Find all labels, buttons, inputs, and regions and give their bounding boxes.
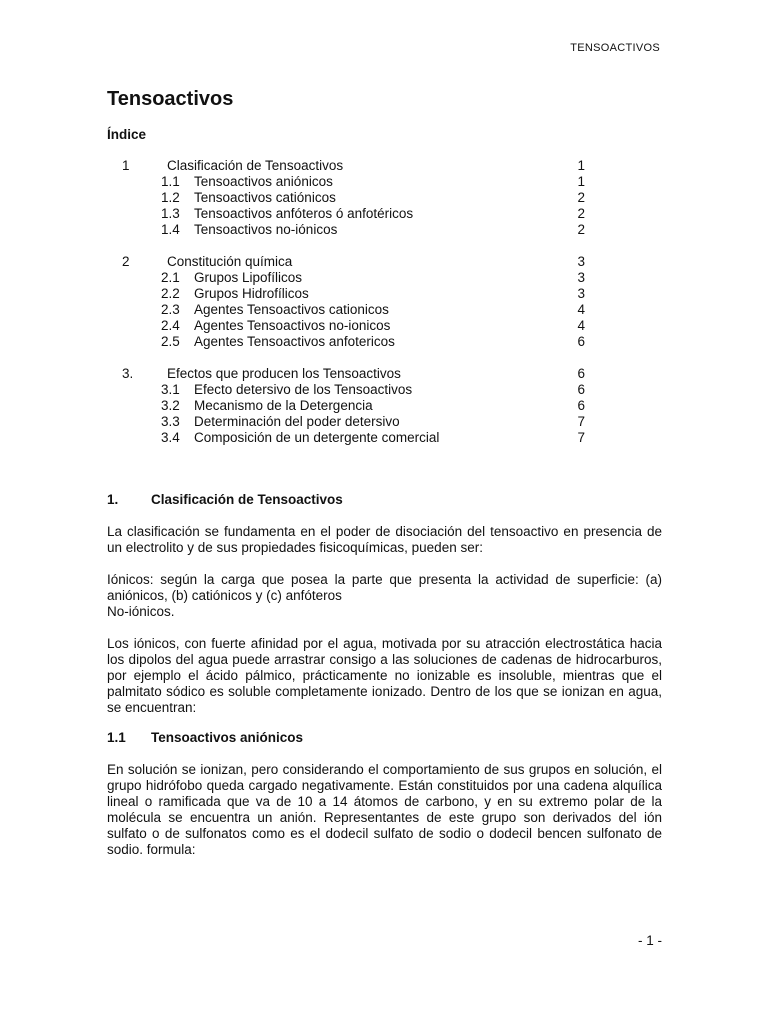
toc-item-label: Grupos Hidrofílicos xyxy=(194,286,309,301)
section-title: Tensoactivos aniónicos xyxy=(151,730,304,745)
toc-item-number: 3.1 xyxy=(161,382,180,397)
paragraph-line: No-iónicos. xyxy=(107,604,175,619)
toc-section-row[interactable] xyxy=(0,158,768,174)
section-number: 1. xyxy=(107,492,119,507)
toc-item-number: 1.1 xyxy=(161,174,180,189)
toc-item-number: 3.4 xyxy=(161,430,180,445)
toc-item-row[interactable] xyxy=(0,286,768,302)
toc-item-number: 1.3 xyxy=(161,206,180,221)
toc-section-number: 3. xyxy=(122,366,134,381)
toc-page-number: 6 xyxy=(577,366,585,381)
section-heading xyxy=(107,492,662,508)
toc-section-row[interactable] xyxy=(0,366,768,382)
toc-page-number: 2 xyxy=(577,222,585,237)
toc-item-row[interactable] xyxy=(0,414,768,430)
toc-item-number: 2.2 xyxy=(161,286,180,301)
toc-page-number: 6 xyxy=(577,382,585,397)
toc-item-row[interactable] xyxy=(0,302,768,318)
toc-item-row[interactable] xyxy=(0,174,768,190)
paragraph-line: Iónicos: según la carga que posea la parte que presenta la actividad de superficie: (a) aniónicos, (b) catiónicos y (c) anfóteros xyxy=(107,572,662,603)
toc-item-number: 1.2 xyxy=(161,190,180,205)
toc-item-label: Grupos Lipofílicos xyxy=(194,270,303,285)
toc-item-label: Agentes Tensoactivos no-ionicos xyxy=(194,318,391,333)
toc-page-number: 7 xyxy=(577,430,585,445)
toc-item-label: Tensoactivos aniónicos xyxy=(194,174,333,189)
toc-page-number: 3 xyxy=(577,270,585,285)
toc-item-row[interactable] xyxy=(0,190,768,206)
toc-page-number: 3 xyxy=(577,286,585,301)
paragraph: En solución se ionizan, pero considerando el comportamiento de sus grupos en solución, el grupo hidrófobo queda cargado negativamente. Están constituidos por una cadena alquílica lineal o ramificada que va de 10 a 14 átomos de carbono, y en su extremo polar de la molécula se encuentra un anión. Representantes de este grupo son derivados del ión sulfato o de sulfonatos como es el dodecil sulfato de sodio o dodecil bencen sulfonato de sodio. formula: xyxy=(107,762,662,857)
toc-section-row[interactable] xyxy=(0,254,768,270)
toc-item-number: 1.4 xyxy=(161,222,180,237)
toc-item-number: 3.3 xyxy=(161,414,180,429)
index-heading: Índice xyxy=(107,127,147,142)
toc-section-label: Efectos que producen los Tensoactivos xyxy=(167,366,401,381)
toc-page-number: 4 xyxy=(577,302,585,317)
toc-section-number: 2 xyxy=(122,254,130,269)
toc-page-number: 3 xyxy=(577,254,585,269)
toc-item-label: Determinación del poder detersivo xyxy=(194,414,400,429)
toc-page-number: 2 xyxy=(577,206,585,221)
document-title: Tensoactivos xyxy=(107,88,234,110)
toc-page-number: 1 xyxy=(577,174,585,189)
toc-item-row[interactable] xyxy=(0,398,768,414)
page-number: - 1 - xyxy=(637,933,662,948)
toc-item-row[interactable] xyxy=(0,334,768,350)
toc-item-row[interactable] xyxy=(0,382,768,398)
section-title: Clasificación de Tensoactivos xyxy=(151,492,343,507)
toc-page-number: 1 xyxy=(577,158,585,173)
toc-item-number: 2.3 xyxy=(161,302,180,317)
toc-item-label: Tensoactivos catiónicos xyxy=(194,190,336,205)
paragraph: La clasificación se fundamenta en el poder de disociación del tensoactivo en presencia de un electrolito y de sus propiedades fisicoquímicas, pueden ser: xyxy=(107,524,662,555)
section-number: 1.1 xyxy=(107,730,126,745)
toc-page-number: 6 xyxy=(577,398,585,413)
toc-item-label: Composición de un detergente comercial xyxy=(194,430,440,445)
toc-item-label: Tensoactivos no-iónicos xyxy=(194,222,338,237)
toc-item-row[interactable] xyxy=(0,206,768,222)
toc-item-row[interactable] xyxy=(0,222,768,238)
toc-item-label: Agentes Tensoactivos cationicos xyxy=(194,302,389,317)
toc-item-number: 2.4 xyxy=(161,318,180,333)
toc-item-row[interactable] xyxy=(0,270,768,286)
toc-section-label: Constitución química xyxy=(167,254,293,269)
toc-item-row[interactable] xyxy=(0,430,768,446)
paragraph xyxy=(107,572,662,620)
toc-item-label: Efecto detersivo de los Tensoactivos xyxy=(194,382,413,397)
toc-item-label: Tensoactivos anfóteros ó anfotéricos xyxy=(194,206,414,221)
toc-item-label: Mecanismo de la Detergencia xyxy=(194,398,373,413)
toc-item-row[interactable] xyxy=(0,318,768,334)
running-header: TENSOACTIVOS xyxy=(570,42,660,54)
toc-section-label: Clasificación de Tensoactivos xyxy=(167,158,344,173)
subsection-heading xyxy=(107,730,662,746)
toc-item-number: 2.1 xyxy=(161,270,180,285)
paragraph: Los iónicos, con fuerte afinidad por el agua, motivada por su atracción electrostática hacia los dipolos del agua puede arrastrar consigo a las soluciones de cadenas de hidrocarburos, por ejemplo el ácido pálmico, prácticamente no ionizable es insoluble, mientras que el palmitato sódico es soluble completamente ionizado. Dentro de los que se ionizan en agua, se encuentran: xyxy=(107,636,662,715)
toc-page-number: 2 xyxy=(577,190,585,205)
toc-item-number: 2.5 xyxy=(161,334,180,349)
toc-section-number: 1 xyxy=(122,158,130,173)
toc-page-number: 6 xyxy=(577,334,585,349)
toc-item-label: Agentes Tensoactivos anfotericos xyxy=(194,334,395,349)
toc-page-number: 7 xyxy=(577,414,585,429)
toc-item-number: 3.2 xyxy=(161,398,180,413)
toc-page-number: 4 xyxy=(577,318,585,333)
